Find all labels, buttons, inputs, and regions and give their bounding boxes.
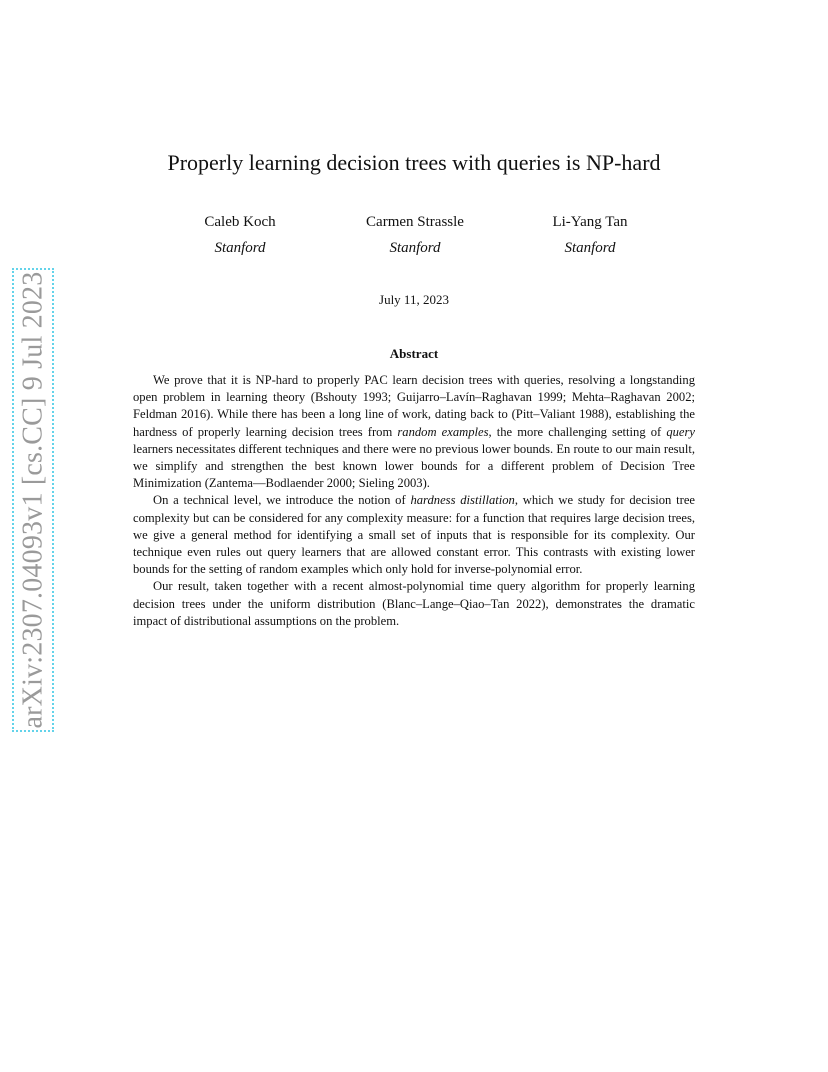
abstract-paragraph-3: Our result, taken together with a recent almost-polynomial time query algorithm for properly learning decision trees under the uniform distribution (Blanc–Lange–Qiao–Tan 2022), demonstrates the dramatic impact of distributional assumptions on the problem. [133,579,695,628]
paper-title: Properly learning decision trees with queries is NP-hard [167,150,661,175]
author-block [340,212,490,258]
abstract-text: On a technical level, we introduce the notion of [153,493,411,508]
abstract-emphasis: hardness distillation [410,493,515,508]
abstract-paragraph-2 [133,492,695,578]
abstract-text: , the more challenging setting of [488,424,667,439]
abstract-emphasis: random examples [397,424,489,439]
arxiv-stamp [12,268,54,732]
abstract-heading: Abstract [389,346,439,361]
author-block [515,212,665,258]
author-affiliation: Stanford [214,240,266,256]
author-list [165,212,665,258]
paper-date: July 11, 2023 [379,292,449,307]
author-name: Caleb Koch [204,214,276,230]
arxiv-stamp-text: arXiv:2307.04093v1 [cs.CC] 9 Jul 2023 [17,271,48,729]
abstract-emphasis: query [666,424,695,439]
abstract-paragraph-1 [133,372,695,492]
author-name: Li-Yang Tan [552,214,628,230]
author-name: Carmen Strassle [366,214,464,230]
author-affiliation: Stanford [389,240,441,256]
author-block [165,212,315,258]
author-affiliation: Stanford [564,240,616,256]
abstract-text: learners necessitates different techniques and there were no previous lower bounds. En route to our main result, we simplify and strengthen the best known lower bounds for a different problem of Decision Tree Minimization (Zantema—Bodlaender 2000; Sieling 2003). [133,441,695,491]
abstract-text: , which we study for decision tree complexity but can be considered for any complexity measure: for a function that requires large decision trees, we give a general method for identifying a small set of inputs that is responsible for its complexity. Our technique even rules out query learners that are allowed constant error. This contrasts with existing lower bounds for the setting of random examples which only hold for inverse-polynomial error. [133,493,695,577]
abstract-body [133,372,695,630]
abstract-text: We prove that it is NP-hard to properly PAC learn decision trees with queries, resolving a longstanding open problem in learning theory (Bshouty 1993; Guijarro–Lavín–Raghavan 1999; Mehta–Raghavan 2002; Feldman 2016). While there has been a long line of work, dating back to (Pitt–Valiant 1988), establishing the hardness of properly learning decision trees from [133,373,695,439]
